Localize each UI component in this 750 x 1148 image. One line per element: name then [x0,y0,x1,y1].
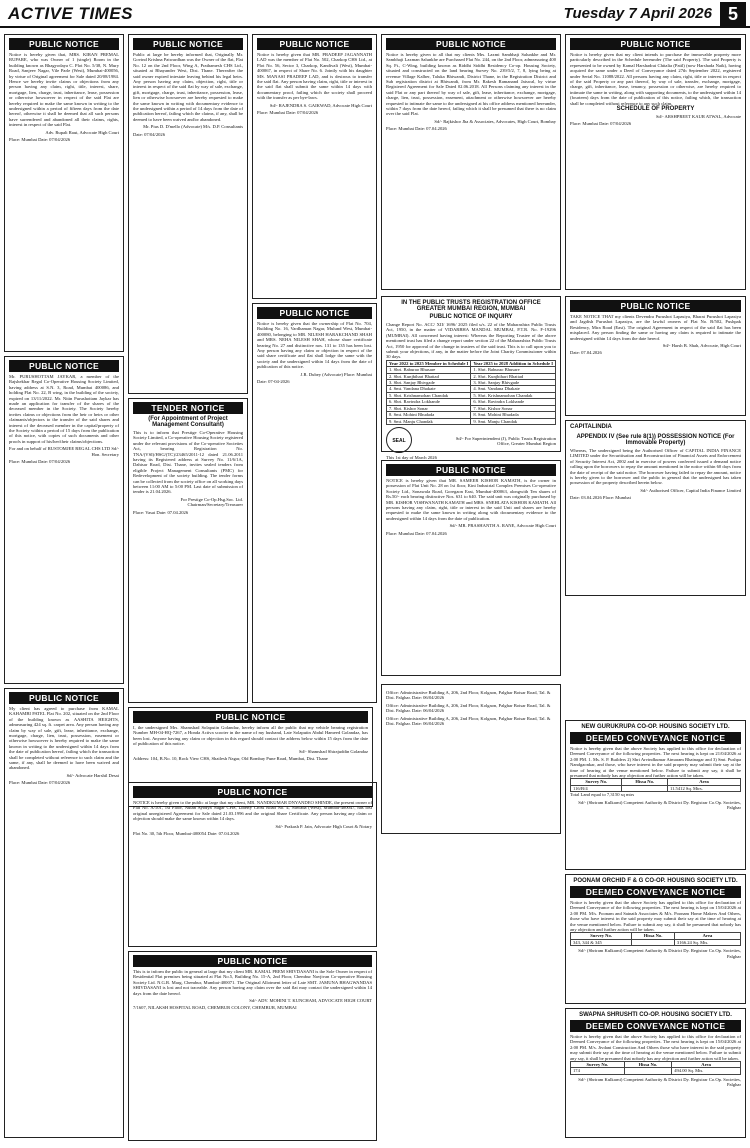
notice-body: NOTICE is hereby given to the public at large that my client, MR. NANDKUMAR DNYANDEO SHINDE, the present owner of Flat No. A/101, 1st Floor, Nutan Ayodya Nagar CHS, Liberty Cross Road No. 4, Nawada (West), Mumbai-400047, has lost original unregistered Agreement for Sale dated 21.03.1996 and the original Share Certificate. Any person having any claim or objection should make the same known within 14 days. [133,800,372,822]
notice-signature: Sd/- Prakash P. Jain, Advocate High Court & Notary [275,823,372,829]
public-notice [252,303,377,703]
table-row [387,418,556,424]
public-notice [4,356,124,684]
public-notice [565,296,746,416]
issue-date: Tuesday 7 April 2026 [563,5,712,22]
notice-body: TAKE NOTICE THAT my clients Devendra Purushot Lapasiya, Bharat Purushot Lapasiya and Jagdish Purushot Lapasiya, are the lawful owners of Flat No. B/502, Pushpak Residency, Mira Road (East). The original Agreement in respect of the said flat has been misplaced. Any person finding the same or having any claim is required to intimate the undersigned within 14 days from the date hereof. [570,314,741,341]
notice-body: Notice is hereby given that the above Society has applied to this office for declaration of Deemed Conveyance of the following properties. The next hearing is kept on 15/04/2026 at 2:00 PM. M/s. Poonam and Sainath Associates & M/s. Poonam Home Makers And Others, those who have interest in the said property may submit their say at the time of hearing at the venue mentioned below. Failure to submit any say, it shall be presumed that nobody has any objection and further action will be taken. [570,900,741,933]
column-1 [4,34,124,1144]
public-notice [252,34,377,299]
notice-signature: Sd/- Harsh B. Shah, Advocate, High Court [662,343,741,349]
notice-signature: Sd/- ARSHPREET KAUR ATWAL, Advocate [655,114,741,120]
trustee-after: 6. Shri. Ravindra Lokhande [471,399,556,405]
trust-notice-block [381,296,561,460]
public-notice [381,460,561,676]
notice-body: Notice is hereby given that the ownership of Flat No. 704, Building No. 16, Vardhaman Nagar, Mulund West, Mumbai-400080, belonging to MR. NILESH HARAKCHAND SHAH and MRS. NEHA NILESH SHAH, whose share certificate bearing No. 27 and distinctive nos. 131 to 135 has been lost. Any person having any claim or objection in respect of the said share certificate and flat shall lodge the same with the society and the undersigned within 14 days from the date of publication of this notice. [257,321,372,370]
trust-notice [381,296,561,460]
notice-signature: Sd/- MR. PRASHANTH A. RANE, Advocate High Court [449,523,556,529]
notice-title: IN THE PUBLIC TRUSTS REGISTRATION OFFICE GREATER MUMBAI REGION, MUMBAI [401,300,541,312]
notice-place: Place: Mumbai Date: 07/04/2026 [9,780,71,786]
table-cell: 3166.24 Sq. Mts. [674,939,740,945]
public-notice [4,688,124,1138]
column-4-bottom [381,684,561,1144]
table-cell [622,785,668,791]
table-cell: Hissa No. [622,779,668,785]
possession-notice [565,420,746,596]
office-address: Office: Administrative Building A, 206, 2nd Floor, Kolgaon, Palghar Boisar Road, Tal. & Dist. Palghar. Date: 06/04/2026 [386,715,551,727]
notice-title: PUBLIC NOTICE [133,955,372,967]
notice-place: Place: Mumbai Date: 07.04.2026 [386,530,447,536]
notice-body: I, the undersigned Mrs. Shamshad Solaputin Golandaz, hereby inform all the public that my vehicle bearing registration Number MH-04-HQ-7267, a Honda Activa scooter in the name of my husband, Late Solaputin Abdul Hameed Golandaz, has been lost. Anyone having any claim or objection in this regard should contact the address below within 15 days from the date of publication of this notice. [133,725,368,747]
notice-title: TENDER NOTICE [133,402,243,414]
notice-body: Notice is hereby given to all that my clients Mrs. Laxmi Sambhaji Salunkhe and Mr. Sambhaji Laxman Salunkhe are Purchased Flat No. 244, on the 2nd Floor, admeasuring 400 Sq. Ft., C-Wing, building known as Riddhi Siddhi Residency Co-op. Housing Society, situated and constructed on the land bearing Survey No. 239/5/2, 7, 8, lying being at revenue Village Kalher, Taluka Bhiwandi, District Thane, in the Registration District and Sub registration district at Bhiwandi, from Mr. Rakesh Ramanand Jaiswal, by virtue Registered Agreement for Sale Dated 02.06.2018. All Persons claiming any interest in the said Flat or any part thereof by way of sale, gift, lease, inheritance, exchange, mortgage, charge, lien, trust, possession, easement, attachment or otherwise howsoever are hereby requested to intimate the same to the undersigned at his office address mentioned hereunder, within 7 days from the date hereof, failing which it shall be presumed that there is no claim over the said Flat. [386,52,556,117]
notice-body: Mr. PURUSHOTTAM JAYKAR, a member of the Rajshekhar Regal Co-Operative Housing Society Limited, having address at S.N. 3, Road, Mumbai 400086, and holding Flat No. 22, B wing, in the building of the society, expired on 13/11/2022. Mr. Nitin Purushottam Jaykar has made an application for transfer of the shares of the deceased member in the Society. The Society hereby invites claims or objections from the heir or heirs or other claimants/objectors to the transfer of the said shares and interest of the deceased member in the capital/property of the Society within a period of 15 days from the publication of this notice, with copies of such documents and other proofs in support of his/her/their claims/objections. [9,374,119,444]
notice-place: Place: Mumbai Date: 07/04/2026 [257,110,319,116]
trustee-after: 4. Smt. Vandana Dhakate [471,386,556,392]
table-cell [632,939,675,945]
schedule-heading: SCHEDULE OF PROPERTY [616,106,695,113]
column-5-top [565,34,746,294]
notice-title: PUBLIC NOTICE [386,464,556,476]
notice-signature: Sd/- Shamshad Shirajuddin Golandaz [298,748,368,754]
society-name: NEW GURUKRUPA CO-OP. HOUSING SOCIETY LTD. [581,724,730,730]
trustee-before: 2. Shri. Kunjbihari Bhattad [387,373,471,379]
land-total: Total Land equal to 7,3150 sq mtrs [570,792,635,798]
notice-title: PUBLIC NOTICE [133,786,372,798]
notice-place: 7/1607, NILAKSH HOSPITAL ROAD, CHEMBUR COLONY, CHEMBUR, MUMBAI [133,1005,297,1011]
notice-place: Date: 07-04-2026 [257,379,290,385]
newspaper-title: ACTIVE TIMES [8,4,134,23]
table-cell: 174 [571,1068,625,1074]
survey-table [570,932,741,946]
notice-title: PUBLIC NOTICE [9,360,119,372]
notice-body: Whereas, The undersigned being the Authorised Officer of CAPITAL INDIA FINANCE LIMITED under the Securitisation and Reconstruction of Financial Assets and Enforcement of Security Interest Act, 2002 and in exercise of powers conferred issued a demand notice calling upon the borrowers to repay the amount mentioned in the notice within 60 days from the date of receipt of the said notice. The borrower having failed to repay the amount, notice is hereby given to the borrower and the public in general that the undersigned has taken possession of the property described herein below. [570,448,741,486]
notice-place: Place: Vasai Date: 07.04.2026 [133,509,189,515]
notice-place: Date: 07.04.2026 [570,350,602,356]
public-notice [128,951,377,1141]
notice-subtitle: PUBLIC NOTICE OF INQUIRY [429,314,513,320]
notice-body: Public at large be hereby informed that, Originally Mr. Govind Krishna Patwardhan was the Owner of the flat, Flat No. 12 on the 2nd Floor, Wing A, Prathamesh CHS Ltd., situated at Bhayander West, Dist. Thane. Thereafter the said owner expired intestate leaving behind his legal heirs. Any person having any claim, objection, right, title or interest in respect of the said flat by way of sale, exchange, gift, mortgage, charge, trust, inheritance, possession, lease, lien or otherwise howsoever are hereby requested to make the same known in writing with documentary evidence to the undersigned within a period of 14 days from the date of publication hereof, failing which the claims, if any, shall be deemed to have been waived and/or abandoned. [133,52,243,122]
table-cell: Area [672,1062,741,1068]
notice-title: DEEMED CONVEYANCE NOTICE [570,1020,741,1032]
notice-title: PUBLIC NOTICE [257,307,372,319]
table-header: Year 2025 to 2028 Addition in Schedule I [471,360,556,366]
deemed-office-address [381,684,561,834]
table-cell: Hissa No. [632,933,675,939]
column-4-mid [381,460,561,680]
notice-title: PUBLIC NOTICE [133,38,243,50]
table-cell: 494.00 Sq. Mts. [672,1068,741,1074]
notice-title: PUBLIC NOTICE [386,38,556,50]
notice-body: My client has agreed to purchase from KAMAL KAHAMBI PATEL Flat No. 202, situated on the 2nd Floor of the building known as AASHITA HEIGHTS, admeasuring 424 sq. ft. carpet area. Any person having any claim by way of sale, gift, lease, inheritance, exchange, mortgage, charge, lien, trust, possession, easement or otherwise howsoever is hereby required to make the same known in writing to the undersigned within 14 days from the date of publication hereof, failing which the transaction shall be completed without reference to such claim and the same, if any, shall be deemed to have been waived and abandoned. [9,706,119,771]
table-cell: 11.5412 Sq. Mtrs. [667,785,740,791]
notice-signature: For Prestige Co-Op.Hsg.Soc. Ltd. Chairman/Secretary/Treasurer [180,496,243,508]
notice-signature: Sd/- Rajkishor Jha & Associates, Advocates, High Court, Bombay [434,118,556,124]
notice-title: PUBLIC NOTICE [570,300,741,312]
table-cell: Area [674,933,740,939]
notice-title: PUBLIC NOTICE [133,711,368,723]
deemed-conveyance-notice [565,720,746,870]
column-5-bottom [565,720,746,1144]
notice-title: PUBLIC NOTICE [9,692,119,704]
office-address: Office: Administrative Building A, 206, 2nd Floor, Kolgaon, Palghar Boisar Road, Tal. & Dist. Palghar. Date: 06/04/2026 [386,702,551,714]
public-notice [4,34,124,352]
notice-body: Notice is hereby given that my client intends to purchase the immovable property more particularly described in the Schedule hereunder (The said Property). The said Property is represented to be owned by Kamal Harshadrai Chitalia (Patil) (now Harshada Naik), having acquired the same under a Deed of Conveyance dated 27th September 2022, registered under Serial No. 11088/2022. All persons having any claim, right, title or interest in respect of the said Property or any part thereof, by way of sale, transfer, exchange, mortgage, charge, gift, inheritance, lease, tenancy, possession or otherwise, are hereby required to intimate the same in writing, along with supporting documents, to the undersigned within 14 (fourteen) days from the date of publication of this notice, failing which, the transaction shall be completed without reference to any such claim. [570,52,741,106]
trustee-after: 3. Shri. Sanjay Bhivgade [471,380,556,386]
trustee-before: 6. Shri. Ravindra Lokhande [387,399,471,405]
trustee-before: 4. Smt. Vandana Dhakate [387,386,471,392]
table-row [571,939,741,945]
notice-signature: Sd/- Authorised Officer, Capital India Finance Limited [640,487,741,493]
table-cell: Survey No. [571,1062,625,1068]
table-cell: 343, 344 & 345 [571,939,632,945]
notice-subtitle: APPENDIX IV (See rule 8(1)) POSSESSION NOTICE (For Immovable Property) [576,434,735,446]
table-cell: Survey No. [571,779,622,785]
column-4-top [381,34,561,294]
notice-body: Notice is hereby given that, MRS. KIRAN PREMAL RUPARE, who was Owner of 1 (single) Room in the building known as Bhagyodaya C. Plot No. 5/38, N. Mury Road, Sanjeev Nagar, Vile Parle (West), Mumbai-400056, by virtue of Original agreement for Sale dated 20/08/1984. Hence we hereby invite claims or objections from any person having any claim, right, title, interest, share, mortgage, lien, charge, trust, inheritance, lease, possession or otherwise howsoever in respect of the said Flat are hereby required to make the same known in writing to the undersigned within a period of fifteen days from the date hereof, otherwise it shall be deemed that all such persons have surrendered and abandoned all their claims, rights, interest in respect of the said Flat. [9,52,119,128]
page-number: 5 [720,2,746,26]
society-name: SWAPNA SHRUSHTI CO-OP. HOUSING SOCIETY LTD. [579,1012,732,1018]
notice-body: Notice is hereby given that MR. PRADEEP JAGANNATH LAD was the member of Flat No. 502, Charkop CHS Ltd., at Plot No. 56, Sector 3, Charkop, Kandivali (West), Mumbai-400067, in respect of Share No. 6. Jointly with his daughter MS. MANASI PRADEEP LAD, and is desirous to transfer the said flat. Any person having claim, right, title or interest in the said flat shall submit the same within 14 days with documentary proof, failing which the society shall proceed with the transfer as per bye-laws. [257,52,372,101]
trustee-after: 1. Shri. Baburao Bhusare [471,367,556,373]
trustee-before: 9. Smt. Manju Chandak [387,418,471,424]
society-name: POONAM ORCHID F & G CO-OP. HOUSING SOCIETY LTD. [573,878,738,884]
survey-table [570,778,741,792]
survey-table [570,1061,741,1075]
notice-title: PUBLIC NOTICE [570,38,741,50]
column-5-mid [565,296,746,716]
table-cell: Survey No. [571,933,632,939]
trustee-after: 7. Shri. Kishor Sonar [471,405,556,411]
lower-left-block [128,782,377,1144]
notice-signature: Sd/- RAJENDRA S. GAIKWAD, Advocate High Court [269,102,372,108]
trustee-before: 3. Shri. Sanjay Bhivgade [387,380,471,386]
notice-body: This is to inform the public in general at large that my client MR. KAMAL PREM SHIVDASANI is the Sole Owner in respect of Residential Flat premises being situated at Flat No.5, Building No. 15-A, 2nd Floor, Chembur Navjivan Co-operative Housing Society Ltd. N.G.R. Marg, Chembur, Mumbai-400071. The Original Allotment letter of Late SMT. JAMUNA BHAGWANDAS SHIVDASANI is lost and not traceable. Any person having any claim over the said flat may contact the undersigned within 14 days from the date hereof. [133,969,372,996]
notice-place: Place: Mumbai Date: 07/04/2026 [570,121,632,127]
trustee-table [386,360,556,425]
seal-stamp: SEAL [386,427,412,453]
public-notice [565,34,746,290]
notice-title: PUBLIC NOTICE [9,38,119,50]
public-notice [128,34,248,394]
notice-place: Plot No. 30, 5th Floor, Mumbai-400054 Date: 07.04.2026 [133,831,240,837]
notice-signature: Sd/- (Shriram Kulkarni) Competent Authority & District Dy. Registrar Co.Op. Societies, Palghar [578,1076,741,1088]
public-notice [381,34,561,290]
notice-place: Date: 03.04.2026 Place: Mumbai [570,495,631,501]
notice-place: Place: Mumbai Date: 07.04.2026 [386,126,447,132]
notice-signature: Sd/- ADV. MOHINI T. KUNCHAM, ADVOCATE HIGH COURT [249,998,372,1004]
notice-body: Change Report No. ACC/ XII/ 1696/ 2025 filed u/s. 22 of the Maharashtra Public Trusts Act, 1950, in the matter of VIDARBHA MANDAL MUMBAI, P.T.R. No. F-19296 (MUMBAI). All concerned having interest: Whereas the Reporting Trustee of the above mentioned trust has filed a change report under section 22 of the Maharashtra Public Trusts Act, 1950 for approval of the change in trustees of the said trust. This is to call upon you to submit your objections, if any, in the matter before the Joint Charity Commissioner within 30 days. [386,322,556,360]
notice-place: This 1st day of March 2026 [386,454,437,460]
table-cell: Area [667,779,740,785]
notice-signature: Adv. Rupali Raut, Advocate High Court [45,129,119,135]
notice-title: PUBLIC NOTICE [257,38,372,50]
notice-place: Date: 07/04/2026 [133,131,166,137]
notice-signature: Sd/- For Superintendent (J), Public Trusts Registration Office, Greater Mumbai Region [455,435,556,446]
notice-body: Notice is hereby given that the above Society has applied to this office for declaration of Deemed Conveyance of the following properties. The next hearing is kept on 15/04/2026 at 2:00 PM. M/s. Jivdani Construction And Others those who have interest in the said property may submit their say at the time of hearing at the venue mentioned below. Failure to submit any say, it shall be presumed that nobody has any objection and further action will be taken. [570,1034,741,1061]
trustee-after: 8. Smt. Mohini Bhudada [471,412,556,418]
table-cell: 116/B/4 [571,785,622,791]
notice-place: Place: Mumbai Date: 07/04/2026 [9,459,71,465]
notice-signature: Sd/- Advocate Harshil Desai [66,772,119,778]
notice-signature: J.R. Dubey (Advocate) Place: Mumbai [300,371,372,377]
tender-notice [128,398,248,703]
table-cell: Hissa No. [624,1062,672,1068]
masthead [0,0,750,28]
notice-place: Place: Mumbai Date: 07/04/2026 [9,137,71,143]
notice-body: NOTICE is hereby given that MR. SAMEER KISHOR KAMATH, is the owner in possession of Flat Unit No. 28 on 1st floor, Kini Industrial Complex Premises Co-operative Society Ltd., Sonawala Road, Goregaon East, Mumbai-400063, alongwith Ten shares of Rs.50/- each bearing distinctive Nos. 631 to 640. The said unit was originally purchased by MR. KISHOR VISHWANATH KAMATH and MRS. SNEHLATA KISHOR KAMATH. All persons having any claim, right, title or interest in the said Unit and shares are hereby requested to make the same known in writing along with documentary evidence to the undersigned within 14 days from the date of publication. [386,478,556,521]
deemed-conveyance-notice [565,1008,746,1138]
trustee-after: 5. Shri. Krishnamohan Chandak [471,392,556,398]
trustee-after: 2. Shri. Kunjbihari Bhattad [471,373,556,379]
notice-body: This is to inform that Prestige Co-Operative Housing Society Limited, a Co-operative Housing Society registered under the relevant provisions of the Co-operative Societies Act, bearing Registration No. TNA/(VSI)/HSG/(TC)/23465/2011-12 dated 21.06.2011 having its Registered address at Survey No. 11/6/1A, Dahisar Road, Dist. Thane, invites sealed tenders from eligible Project Management Consultants (PMC) for Redevelopment of the society building. The tender forms can be collected from the society office on all working days between 11:00 AM to 5:00 PM. Last date of submission of tender is 21.04.2026. [133,430,243,495]
notice-signature: Sd/- (Shriram Kulkarni) Competent Authority & District Dy. Registrar Co.Op. Societies, Palghar [578,948,741,959]
notice-title: DEEMED CONVEYANCE NOTICE [570,886,741,898]
notice-place: Address: 104, B.No. 10, Rock View CHS, Shailesh Nagar, Old Bombay Pune Road, Mumbai, Dist. Thane [133,756,328,762]
table-row [571,1068,741,1074]
notice-subtitle: (For Appointment of Project Management Consultant) [148,416,228,428]
notice-signature: Sd/- (Shriram Kulkarni) Competent Authority & District Dy. Registrar Co.Op. Societies, Palghar [578,799,741,811]
deemed-conveyance-notice [565,874,746,1004]
advocate-notice [128,782,377,947]
table-header: Year 2022 to 2025 Member in Schedule I [387,360,471,366]
trustee-before: 1. Shri. Baburao Bhusare [387,367,471,373]
trustee-before: 5. Shri. Krishnamohan Chandak [387,392,471,398]
table-row [571,785,741,791]
capitalindia-logo: CAPITALINDIA [570,424,612,430]
office-address: Office: Administrative Building A, 206, 2nd Floor, Kolgaon, Palghar Boisar Road, Tal. & Dist. Palghar. Date: 06/04/2026 [386,690,551,701]
table-cell [624,1068,672,1074]
trustee-after: 9. Smt. Manju Chandak [471,418,556,424]
trustee-before: 8. Smt. Mohini Bhudada [387,412,471,418]
notice-signature: Mr. Pius D. D'mello (Advocate) M/s. D.P. Consultants [143,124,243,130]
notice-body: Notice is hereby given that the above Society has applied to this office for declaration of Deemed Conveyance of the following properties. The next hearing is kept on 21/04/2026 at 2:00 PM. 1. Ms. S. P. Builders 2) Shri Arvindkumar Atmaram Bhatnagar and 3) Smt. Pushpa Nandgaonkar, and those, who have interest in the said property may submit their say at the time of hearing at the venue mentioned below. Failure to submit any say, it shall be presumed that nobody has any objection and further action will be taken. [570,746,741,779]
notice-title: DEEMED CONVEYANCE NOTICE [570,732,741,744]
notice-signature: For and on behalf of RUSTOMJEE REGAL CHS LTD Sd/- Hon. Secretary [9,446,119,457]
trustee-before: 7. Shri. Kishor Sonar [387,405,471,411]
